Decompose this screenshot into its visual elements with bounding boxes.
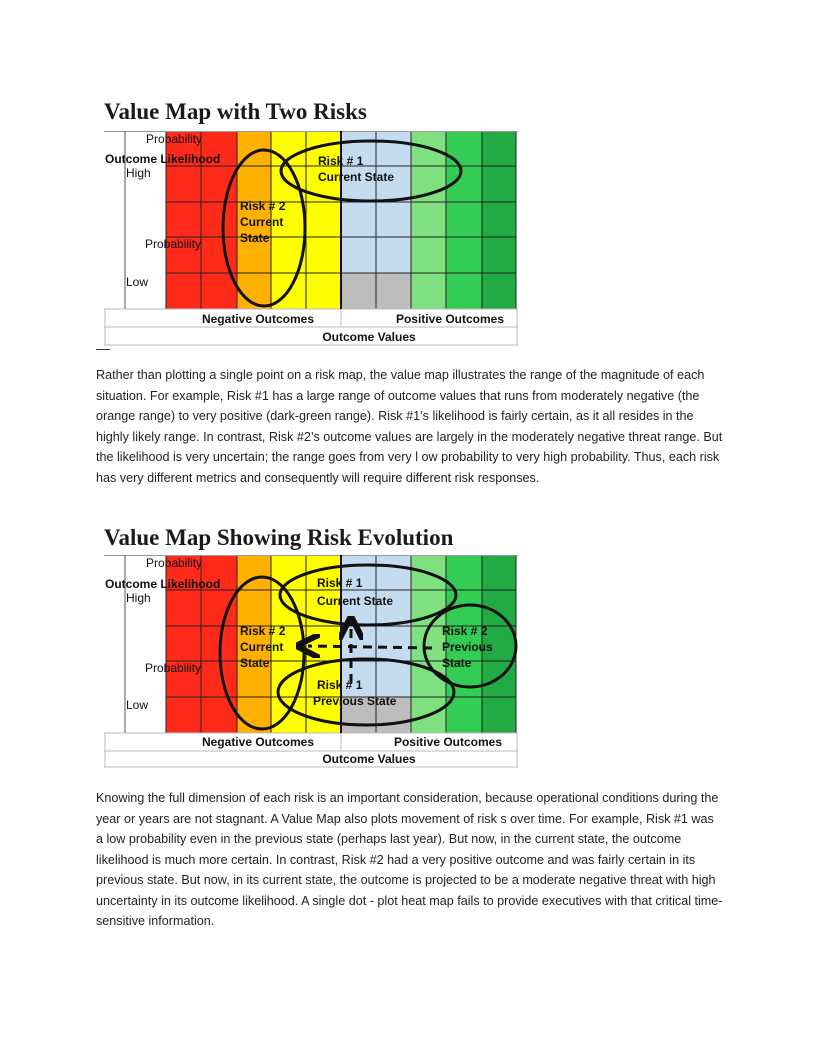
heatmap-cell (166, 697, 201, 733)
value-map-2-svg (104, 555, 518, 771)
heatmap-cell (237, 166, 271, 202)
risk-2-previous-state-line1: Previous (442, 640, 493, 654)
heatmap-cell (376, 202, 411, 237)
risk-2-current-state-line2: State (240, 656, 270, 670)
heatmap-cell (376, 555, 411, 590)
heatmap-cell (341, 202, 376, 237)
heatmap-cell (482, 273, 516, 309)
heatmap-cell (201, 590, 237, 626)
value-map-risk-evolution (104, 555, 518, 771)
positive-outcomes-label: Positive Outcomes (395, 312, 505, 326)
risk-2-current-label: Risk # 2 (240, 624, 286, 638)
heatmap-cell (446, 131, 482, 166)
heatmap-cell (446, 202, 482, 237)
heatmap-cell (306, 626, 341, 661)
risk-2-current-state-line1: Current (240, 640, 284, 654)
heatmap-cell (376, 131, 411, 166)
heatmap-cell (166, 273, 201, 309)
heatmap-cell (411, 273, 446, 309)
risk-2-movement-arrow (308, 646, 432, 648)
heatmap-cell (271, 555, 306, 590)
outcome-likelihood-label: Outcome Likelihood (105, 152, 221, 166)
heatmap-cell (201, 661, 237, 697)
negative-outcomes-label: Negative Outcomes (201, 735, 315, 749)
risk-1-previous-label: Risk # 1 (317, 678, 363, 692)
heatmap-cell (341, 237, 376, 273)
value-map-1-svg (104, 131, 518, 347)
risk-2-previous-label: Risk # 2 (442, 624, 488, 638)
figure-2-title: Value Map Showing Risk Evolution (104, 525, 454, 550)
risk-2-state-line2: State (240, 231, 270, 245)
heatmap-cell (482, 237, 516, 273)
heatmap-cell (166, 202, 201, 237)
heatmap-cell (376, 626, 411, 661)
outcome-values-label: Outcome Values (322, 752, 416, 766)
heatmap-cell (376, 661, 411, 697)
negative-outcomes-label: Negative Outcomes (201, 312, 315, 326)
value-map-two-risks (104, 131, 518, 347)
heatmap-cell (482, 202, 516, 237)
heatmap-cell (201, 237, 237, 273)
probability-mid-label: Probability (145, 661, 202, 675)
risk-1-label: Risk # 1 (318, 154, 364, 168)
heatmap-cell (306, 202, 341, 237)
heatmap-cell (306, 273, 341, 309)
low-label: Low (126, 275, 149, 289)
probability-top-label: Probability (146, 556, 203, 570)
heatmap-cell (166, 590, 201, 626)
probability-top-label: Probability (146, 132, 203, 146)
risk-1-state: Current State (318, 170, 395, 184)
outcome-values-label: Outcome Values (322, 330, 416, 344)
figure-divider-mark (96, 349, 110, 350)
heatmap-cell (306, 237, 341, 273)
heatmap-cell (411, 202, 446, 237)
heatmap-cell (446, 273, 482, 309)
risk-1-current-label: Risk # 1 (317, 576, 363, 590)
heatmap-cell (341, 626, 376, 661)
figure-1-title: Value Map with Two Risks (104, 99, 367, 124)
positive-outcomes-label: Positive Outcomes (393, 735, 503, 749)
risk-2-state-line1: Current (240, 215, 284, 229)
probability-mid-label: Probability (145, 237, 202, 251)
heatmap-cell (271, 131, 306, 166)
heatmap-cell (166, 626, 201, 661)
low-label: Low (126, 698, 149, 712)
heatmap-cell (376, 237, 411, 273)
high-label: High (126, 166, 151, 180)
paragraph-2: Knowing the full dimension of each risk is an important consideration, because operational conditions during the year or years are not stagnant. A Value Map also plots movement of risk s over time. For example, Risk #1 was a low probability even in the previous state (perhaps last year). But now, in the current state, the outcome likelihood is much more certain. In contrast, Risk #2 had a very positive outcome and was fairly certain in its previous state. But now, in its current state, the outcome is projected to be a moderate negative threat with high uncertainty in its outcome likelihood. A single dot - plot heat map fails to provide executives with that critical time-sensitive information. (96, 791, 723, 928)
heatmap-cell (482, 131, 516, 166)
heatmap-cell (166, 166, 201, 202)
heatmap-cell (482, 166, 516, 202)
heatmap-cell (446, 237, 482, 273)
heatmap-cell (201, 202, 237, 237)
risk-2-label: Risk # 2 (240, 199, 286, 213)
heatmap-cell (237, 590, 271, 626)
high-label: High (126, 591, 151, 605)
heatmap-cell (341, 273, 376, 309)
risk-1-current-state: Current State (317, 594, 394, 608)
risk-1-previous-state: Previous State (313, 694, 397, 708)
paragraph-1: Rather than plotting a single point on a risk map, the value map illustrates the range of the magnitude of each situation. For example, Risk #1 has a large range of outcome values that runs from moderately negative (the orange range) to very positive (dark-green range). Risk #1’s likelihood is fairly certain, as it all resides in the highly likely range. In contrast, Risk #2’s outcome values are largely in the moderately negative threat range. But the likelihood is very uncertain; the range goes from very l ow probability to very high probability. Thus, each risk has very different metrics and consequently will require different risk responses. (96, 368, 723, 485)
outcome-likelihood-label: Outcome Likelihood (105, 577, 221, 591)
heatmap-cell (482, 555, 516, 590)
heatmap-cell (376, 273, 411, 309)
risk-2-previous-state-line2: State (442, 656, 472, 670)
heatmap-cell (411, 237, 446, 273)
heatmap-cell (482, 697, 516, 733)
